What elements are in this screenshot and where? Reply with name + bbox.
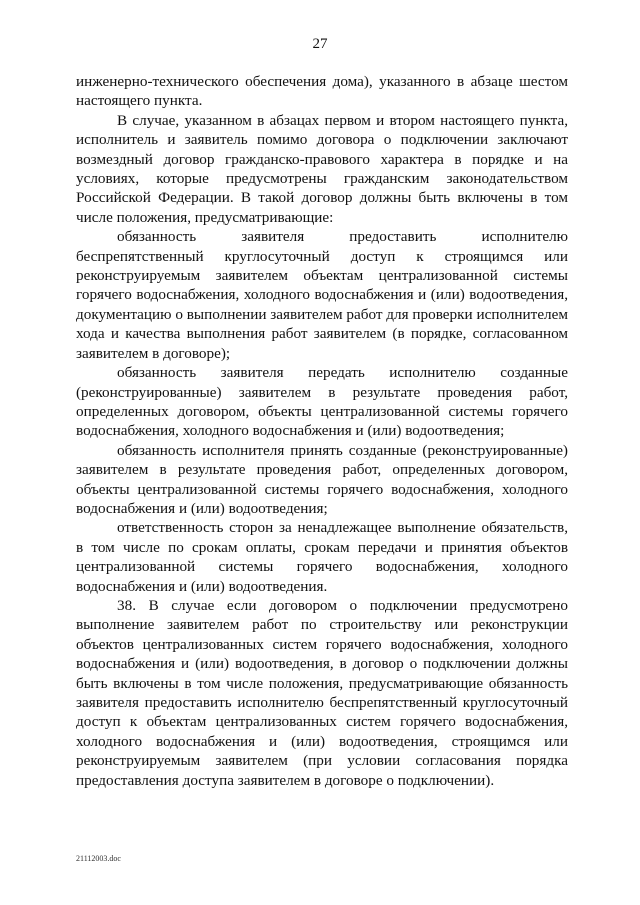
paragraph-continuation: инженерно-технического обеспечения дома), указанного в абзаце шестом настоящего пункта. xyxy=(76,73,568,110)
footer-filename: 21112003.doc xyxy=(76,854,121,863)
paragraph-applicant-access-duty: обязанность заявителя предоставить исполнителю беспрепятственный круглосуточный доступ к строящимся или реконструируемым заявителем объектам централизованной системы горячего водоснабжения, холодного водоснабжения и (или) водоотведения, документацию о выполнении заявителем работ для проверки исполнителем хода и качества выполнения работ заявителем (в порядке, согласованном заявителем в договоре); xyxy=(76,228,568,362)
document-body xyxy=(76,72,568,790)
paragraph-item-38: 38. В случае если договором о подключении предусмотрено выполнение заявителем работ по строительству или реконструкции объектов централизованных систем горячего водоснабжения, холодного водоснабжения и (или) водоотведения, в договор о подключении должны быть включены в том числе положения, предусматривающие обязанность заявителя предоставить исполнителю беспрепятственный круглосуточный доступ к объектам централизованных систем горячего водоснабжения, холодного водоснабжения и (или) водоотведения, строящимся или реконструируемым заявителем (при условии согласования порядка предоставления доступа заявителем в договоре о подключении). xyxy=(76,596,568,789)
paragraph-contractor-accept-duty: обязанность исполнителя принять созданные (реконструированные) заявителем в результате проведения работ, определенных договором, объекты централизованной системы горячего водоснабжения, холодного водоснабжения и (или) водоотведения; xyxy=(76,441,568,517)
paragraph-liability: ответственность сторон за ненадлежащее выполнение обязательств, в том числе по срокам оплаты, срокам передачи и принятия объектов централизованной системы горячего водоснабжения, холодного водоснабжения и (или) водоотведения. xyxy=(76,519,568,595)
paragraph-applicant-transfer-duty: обязанность заявителя передать исполнителю созданные (реконструированные) заявителем в результате проведения работ, определенных договором, объекты централизованной системы горячего водоснабжения, холодного водоснабжения и (или) водоотведения; xyxy=(76,364,568,440)
paragraph-contract-conclusion: В случае, указанном в абзацах первом и втором настоящего пункта, исполнитель и заявитель помимо договора о подключении заключают возмездный договор гражданско-правового характера в порядке и на условиях, которые предусмотрены гражданским законодательством Российской Федерации. В такой договор должны быть включены в том числе положения, предусматривающие: xyxy=(76,111,568,226)
page-number: 27 xyxy=(312,36,328,52)
